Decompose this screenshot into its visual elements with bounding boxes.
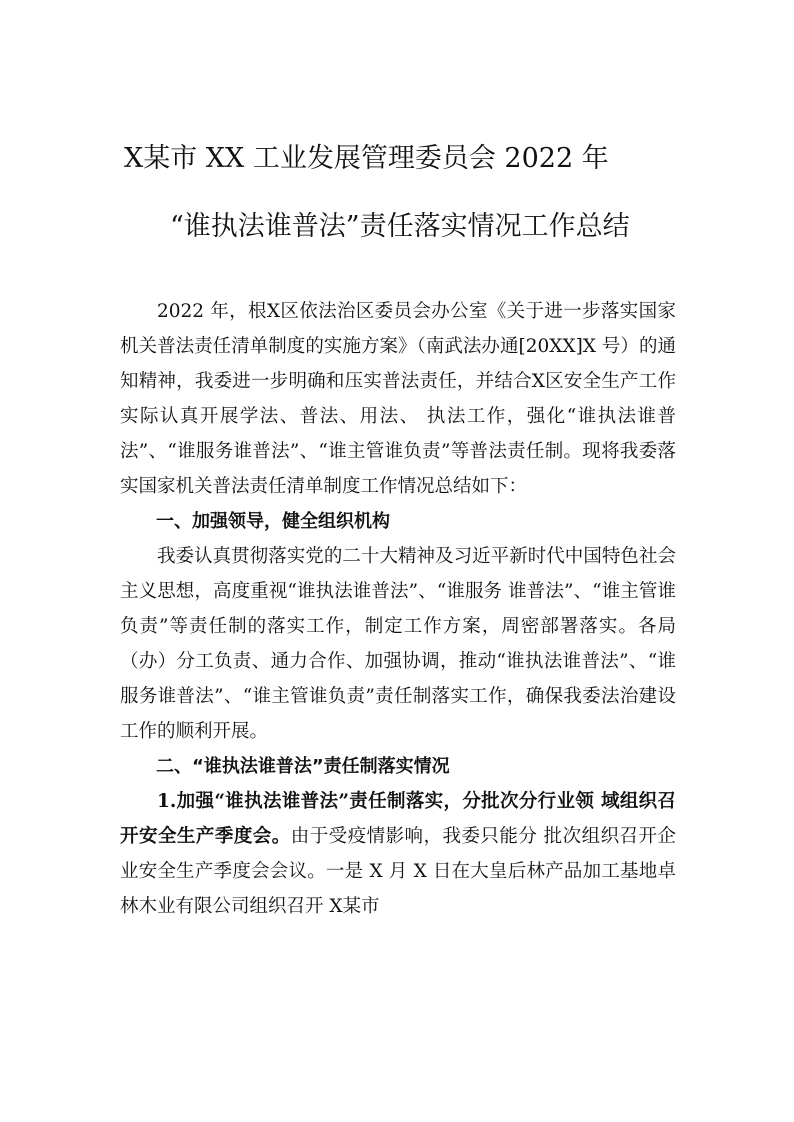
section-2-item-1-text: 由于受疫情影响，我委只能分 批次组织召开企业安全生产季度会会议。一是 X 月 X 日在大皇后林产品加工基地卓林木业有限公司组织召开 X某市: [120, 826, 676, 917]
section-2-item-1-lead: 1.加强“谁执法谁普法”责任制落实，分批次分行业领 域组织召开安全生产季度会。: [120, 791, 676, 847]
document-title-line-1: X某市 XX 工业发展管理委员会 2022 年: [124, 143, 609, 174]
section-2-heading: 二、“谁执法谁普法”责任制落实情况: [156, 756, 450, 777]
section-1-heading: 一、加强领导，健全组织机构: [156, 511, 390, 532]
document-body: [120, 294, 676, 924]
intro-paragraph: 2022 年，根X区依法治区委员会办公室《关于进一步落实国家机关普法责任清单制度的实施方案》（南武法办通[20XX]X 号）的通知精神，我委进一步明确和压实普法责任，并结合X区安全生产工作实际认真开展学法、普法、用法、 执法工作，强化“谁执法谁普法”、“谁服务谁普法”、“谁主管谁负责”等普法责任制。现将我委落实国家机关普法责任清单制度工作情况总结如下：: [120, 301, 676, 497]
section-1-paragraph: 我委认真贯彻落实党的二十大精神及习近平新时代中国特色社会主义思想，高度重视“谁执法谁普法”、“谁服务 谁普法”、“谁主管谁负责”等责任制的落实工作，制定工作方案，周密部署落实。各局（办）分工负责、通力合作、加强协调，推动“谁执法谁普法”、“谁服务谁普法”、“谁主管谁负责”责任制落实工作，确保我委法治建设工作的顺利开展。: [120, 546, 676, 742]
document-title-line-2: “谁执法谁普法”责任落实情况工作总结: [170, 211, 630, 242]
section-2-item-1: [120, 784, 676, 924]
